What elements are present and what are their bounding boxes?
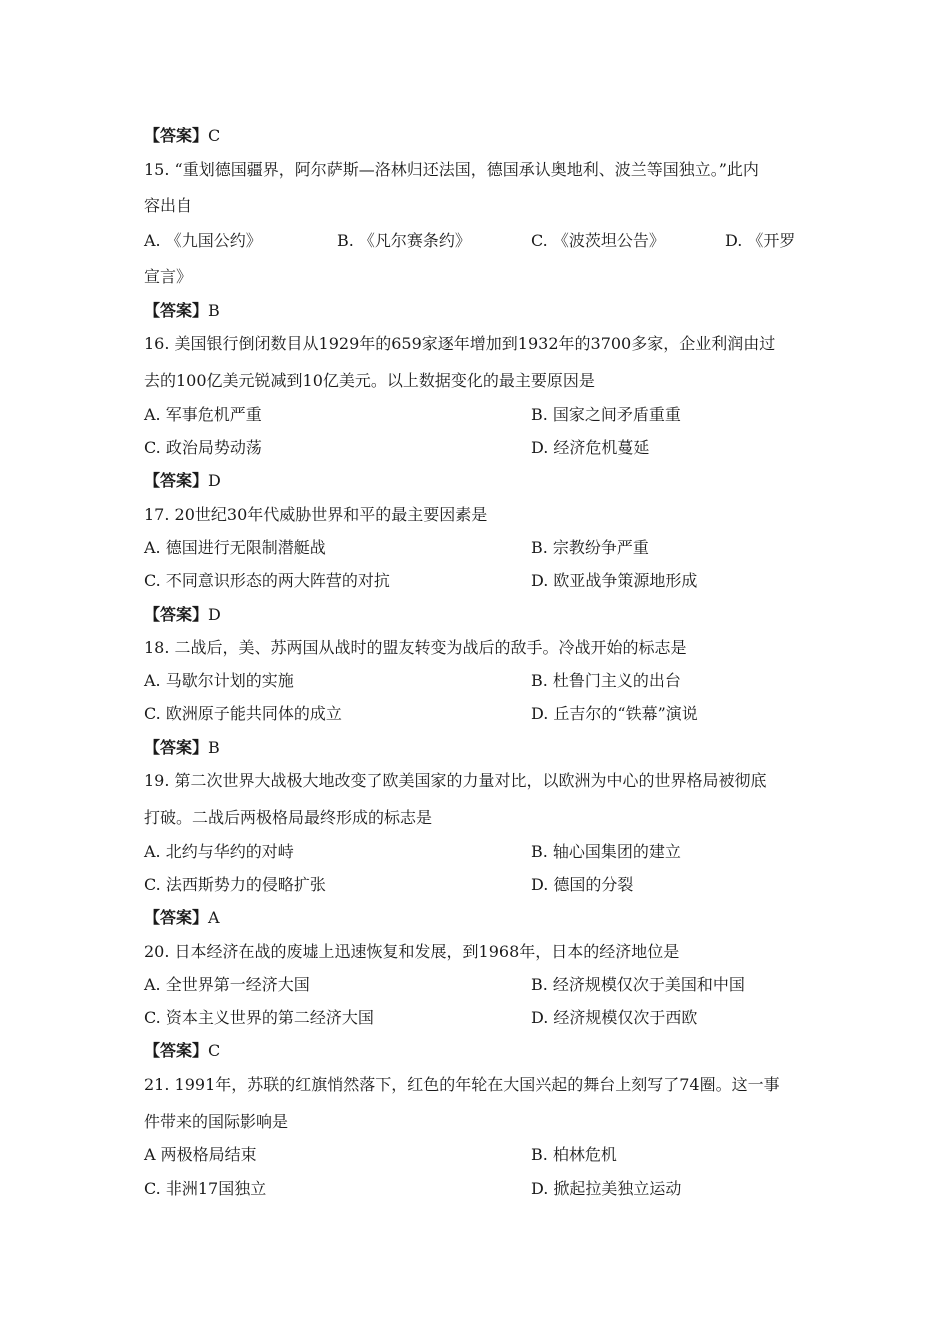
question-19-stem-cont: 打破。二战后两极格局最终形成的标志是	[144, 808, 433, 827]
answer-line	[144, 471, 221, 491]
question-19-option-d: D. 德国的分裂	[531, 875, 634, 894]
question-21-option-b: B. 柏林危机	[531, 1145, 617, 1164]
question-21-stem: 21. 1991年，苏联的红旗悄然落下，红色的年轮在大国兴起的舞台上刻写了74圈。这一事	[144, 1075, 780, 1094]
question-21-option-d: D. 掀起拉美独立运动	[531, 1179, 682, 1198]
question-19-stem: 19. 第二次世界大战极大地改变了欧美国家的力量对比，以欧洲为中心的世界格局被彻底	[144, 771, 767, 790]
answer-label: 【答案】	[144, 301, 209, 320]
question-21-option-a: A 两极格局结束	[144, 1145, 257, 1164]
question-17-option-b: B. 宗教纷争严重	[531, 538, 649, 557]
question-17-option-c: C. 不同意识形态的两大阵营的对抗	[144, 571, 390, 590]
question-21-option-c: C. 非洲17国独立	[144, 1179, 267, 1198]
answer-label: 【答案】	[144, 738, 209, 757]
question-20-stem: 20. 日本经济在战的废墟上迅速恢复和发展，到1968年，日本的经济地位是	[144, 942, 680, 961]
question-18-option-d: D. 丘吉尔的“铁幕”演说	[531, 704, 698, 723]
question-15-stem-cont: 容出自	[144, 196, 193, 215]
question-15-option-d-cont: 宣言》	[144, 267, 193, 286]
answer-value: D	[208, 605, 221, 624]
question-16-option-a: A. 军事危机严重	[144, 405, 262, 424]
answer-label: 【答案】	[144, 126, 209, 145]
answer-value: A	[208, 908, 220, 927]
question-20-option-d: D. 经济规模仅次于西欧	[531, 1008, 698, 1027]
question-20-option-a: A. 全世界第一经济大国	[144, 975, 310, 994]
answer-value: C	[208, 1041, 221, 1060]
question-18-option-c: C. 欧洲原子能共同体的成立	[144, 704, 342, 723]
question-16-option-d: D. 经济危机蔓延	[531, 438, 650, 457]
question-15-stem: 15. “重划德国疆界，阿尔萨斯—洛林归还法国，德国承认奥地利、波兰等国独立。”此内	[144, 160, 759, 179]
answer-line	[144, 605, 221, 625]
question-18-stem: 18. 二战后，美、苏两国从战时的盟友转变为战后的敌手。冷战开始的标志是	[144, 638, 687, 657]
answer-line	[144, 126, 220, 146]
question-16-stem: 16. 美国银行倒闭数目从1929年的659家逐年增加到1932年的3700多家，企业利润由过	[144, 334, 776, 353]
question-15-option-c: C. 《波茨坦公告》	[531, 231, 665, 250]
question-18-option-a: A. 马歇尔计划的实施	[144, 671, 294, 690]
answer-value: C	[208, 126, 221, 145]
question-15-option-d: D. 《开罗	[725, 231, 796, 250]
answer-line	[144, 301, 220, 321]
question-15-option-a: A. 《九国公约》	[144, 231, 262, 250]
answer-line	[144, 1041, 220, 1061]
answer-value: B	[208, 301, 220, 320]
question-19-option-a: A. 北约与华约的对峙	[144, 842, 294, 861]
answer-label: 【答案】	[144, 471, 209, 490]
question-16-stem-cont: 去的100亿美元锐减到10亿美元。以上数据变化的最主要原因是	[144, 371, 595, 390]
question-20-option-b: B. 经济规模仅次于美国和中国	[531, 975, 745, 994]
question-16-option-b: B. 国家之间矛盾重重	[531, 405, 681, 424]
question-17-stem: 17. 20世纪30年代威胁世界和平的最主要因素是	[144, 505, 488, 524]
question-15-option-b: B. 《凡尔赛条约》	[337, 231, 471, 250]
answer-value: D	[208, 471, 221, 490]
question-16-option-c: C. 政治局势动荡	[144, 438, 262, 457]
answer-label: 【答案】	[144, 908, 209, 927]
question-20-option-c: C. 资本主义世界的第二经济大国	[144, 1008, 374, 1027]
answer-line	[144, 738, 220, 758]
answer-line	[144, 908, 220, 928]
question-21-stem-cont: 件带来的国际影响是	[144, 1112, 289, 1131]
question-18-option-b: B. 杜鲁门主义的出台	[531, 671, 681, 690]
question-19-option-b: B. 轴心国集团的建立	[531, 842, 681, 861]
answer-value: B	[208, 738, 220, 757]
question-19-option-c: C. 法西斯势力的侵略扩张	[144, 875, 326, 894]
question-17-option-a: A. 德国进行无限制潜艇战	[144, 538, 326, 557]
answer-label: 【答案】	[144, 605, 209, 624]
answer-label: 【答案】	[144, 1041, 209, 1060]
question-17-option-d: D. 欧亚战争策源地形成	[531, 571, 698, 590]
